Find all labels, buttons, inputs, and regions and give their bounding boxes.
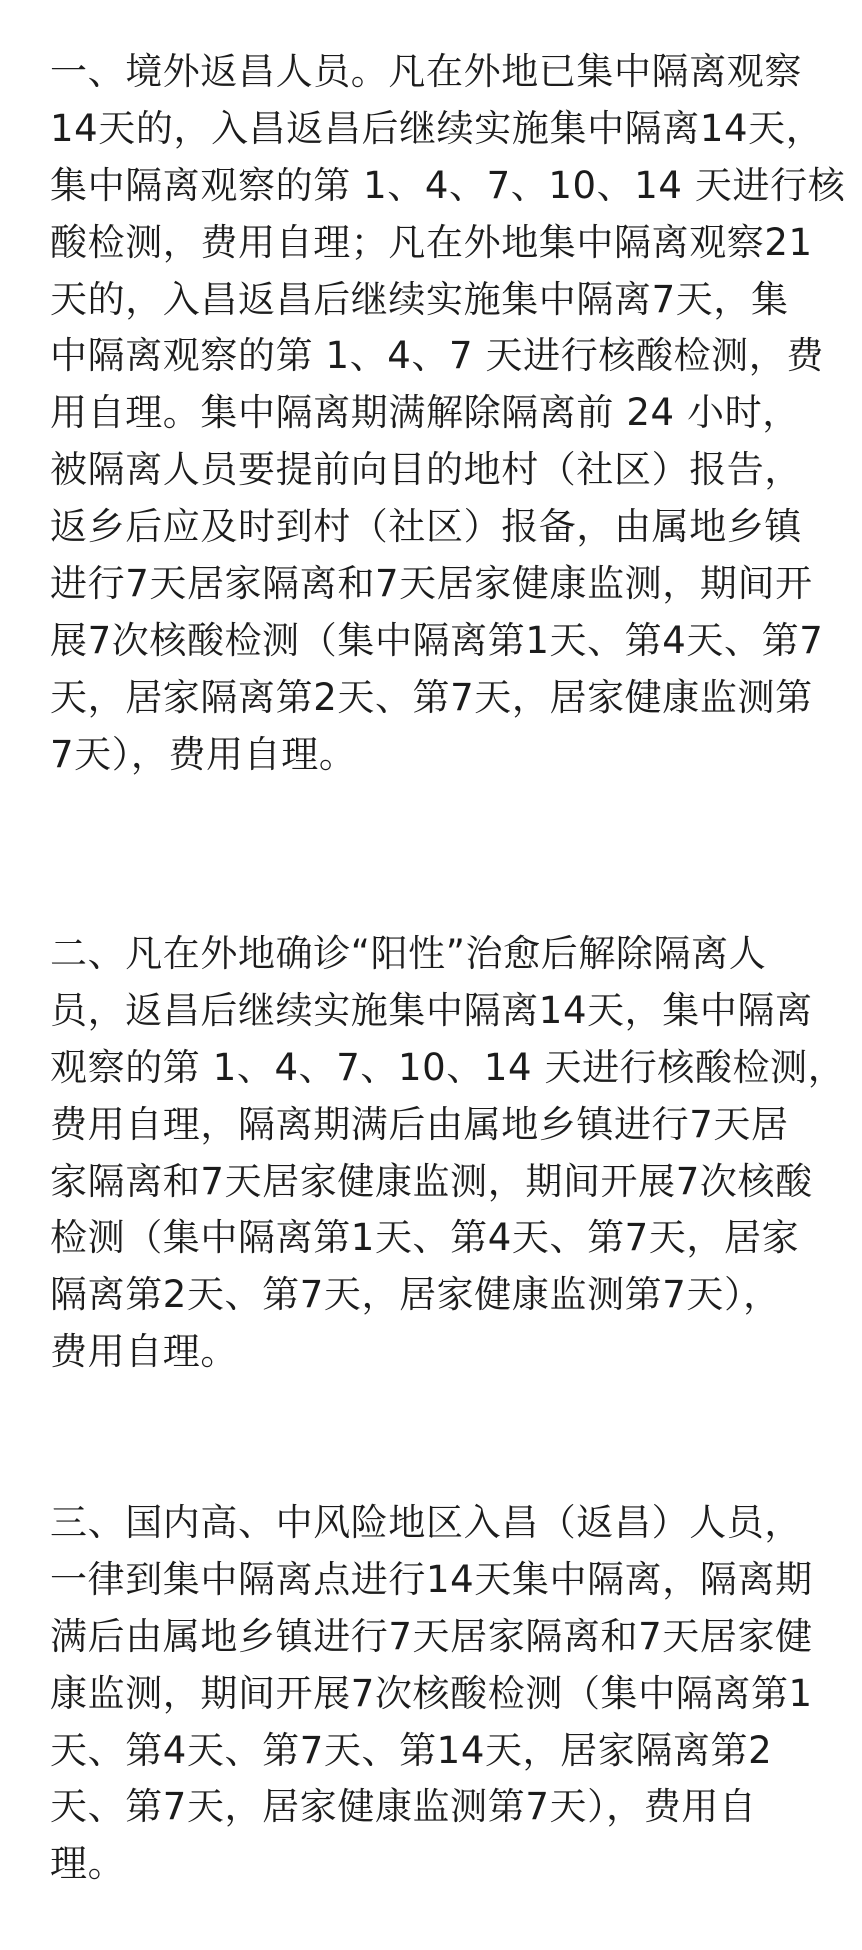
text-line: 天，居家隔离第2天、第7天，居家健康监测第 — [50, 675, 813, 719]
text-line: 费用自理。 — [50, 1330, 238, 1374]
text-line: 费用自理，隔离期满后由属地乡镇进行7天居 — [50, 1102, 789, 1146]
text-line: 酸检测，费用自理；凡在外地集中隔离观察21 — [50, 220, 813, 264]
text-line: 展7次核酸检测（集中隔离第1天、第4天、第7 — [50, 618, 824, 662]
text-line: 天的，入昌返昌后继续实施集中隔离7天，集 — [50, 277, 789, 321]
text-line: 7天），费用自理。 — [50, 732, 357, 776]
text-line: 进行7天居家隔离和7天居家健康监测，期间开 — [50, 562, 813, 606]
text-line: 检测（集中隔离第1天、第4天、第7天，居家 — [50, 1216, 800, 1260]
text-line: 一律到集中隔离点进行14天集中隔离，隔离期 — [50, 1557, 813, 1601]
text-line: 三、国内高、中风险地区入昌（返昌）人员， — [50, 1501, 802, 1544]
text-line: 观察的第 1、4、7、10、14 天进行核酸检测， — [50, 1045, 846, 1089]
text-line: 隔离第2天、第7天，居家健康监测第7天）， — [50, 1273, 781, 1317]
text-line: 一、境外返昌人员。凡在外地已集中隔离观察 — [50, 50, 802, 93]
text-line: 用自理。集中隔离期满解除隔离前 24 小时， — [50, 391, 800, 435]
text-line: 理。 — [50, 1842, 126, 1886]
text-line: 天、第7天，居家健康监测第7天），费用自 — [50, 1785, 757, 1829]
text-line: 家隔离和7天居家健康监测，期间开展7次核酸 — [50, 1159, 813, 1203]
text-line: 员，返昌后继续实施集中隔离14天，集中隔离 — [50, 988, 813, 1032]
text-line: 返乡后应及时到村（社区）报备，由属地乡镇 — [50, 505, 802, 549]
paragraph-overseas-returnees — [50, 44, 850, 784]
paragraph-high-risk-areas — [50, 1495, 850, 1893]
text-line: 集中隔离观察的第 1、4、7、10、14 天进行核 — [50, 163, 846, 207]
text-line: 满后由属地乡镇进行7天居家隔离和7天居家健 — [50, 1614, 813, 1658]
text-line: 14天的，入昌返昌后继续实施集中隔离14天， — [50, 106, 824, 150]
text-line: 天、第4天、第7天、第14天，居家隔离第2 — [50, 1728, 773, 1772]
text-line: 康监测，期间开展7次核酸检测（集中隔离第1 — [50, 1671, 813, 1715]
paragraph-recovered-positive — [50, 926, 850, 1381]
text-line: 中隔离观察的第 1、4、7 天进行核酸检测，费 — [50, 334, 824, 378]
text-line: 二、凡在外地确诊“阳性”治愈后解除隔离人 — [50, 932, 767, 975]
text-line: 被隔离人员要提前向目的地村（社区）报告， — [50, 448, 802, 492]
